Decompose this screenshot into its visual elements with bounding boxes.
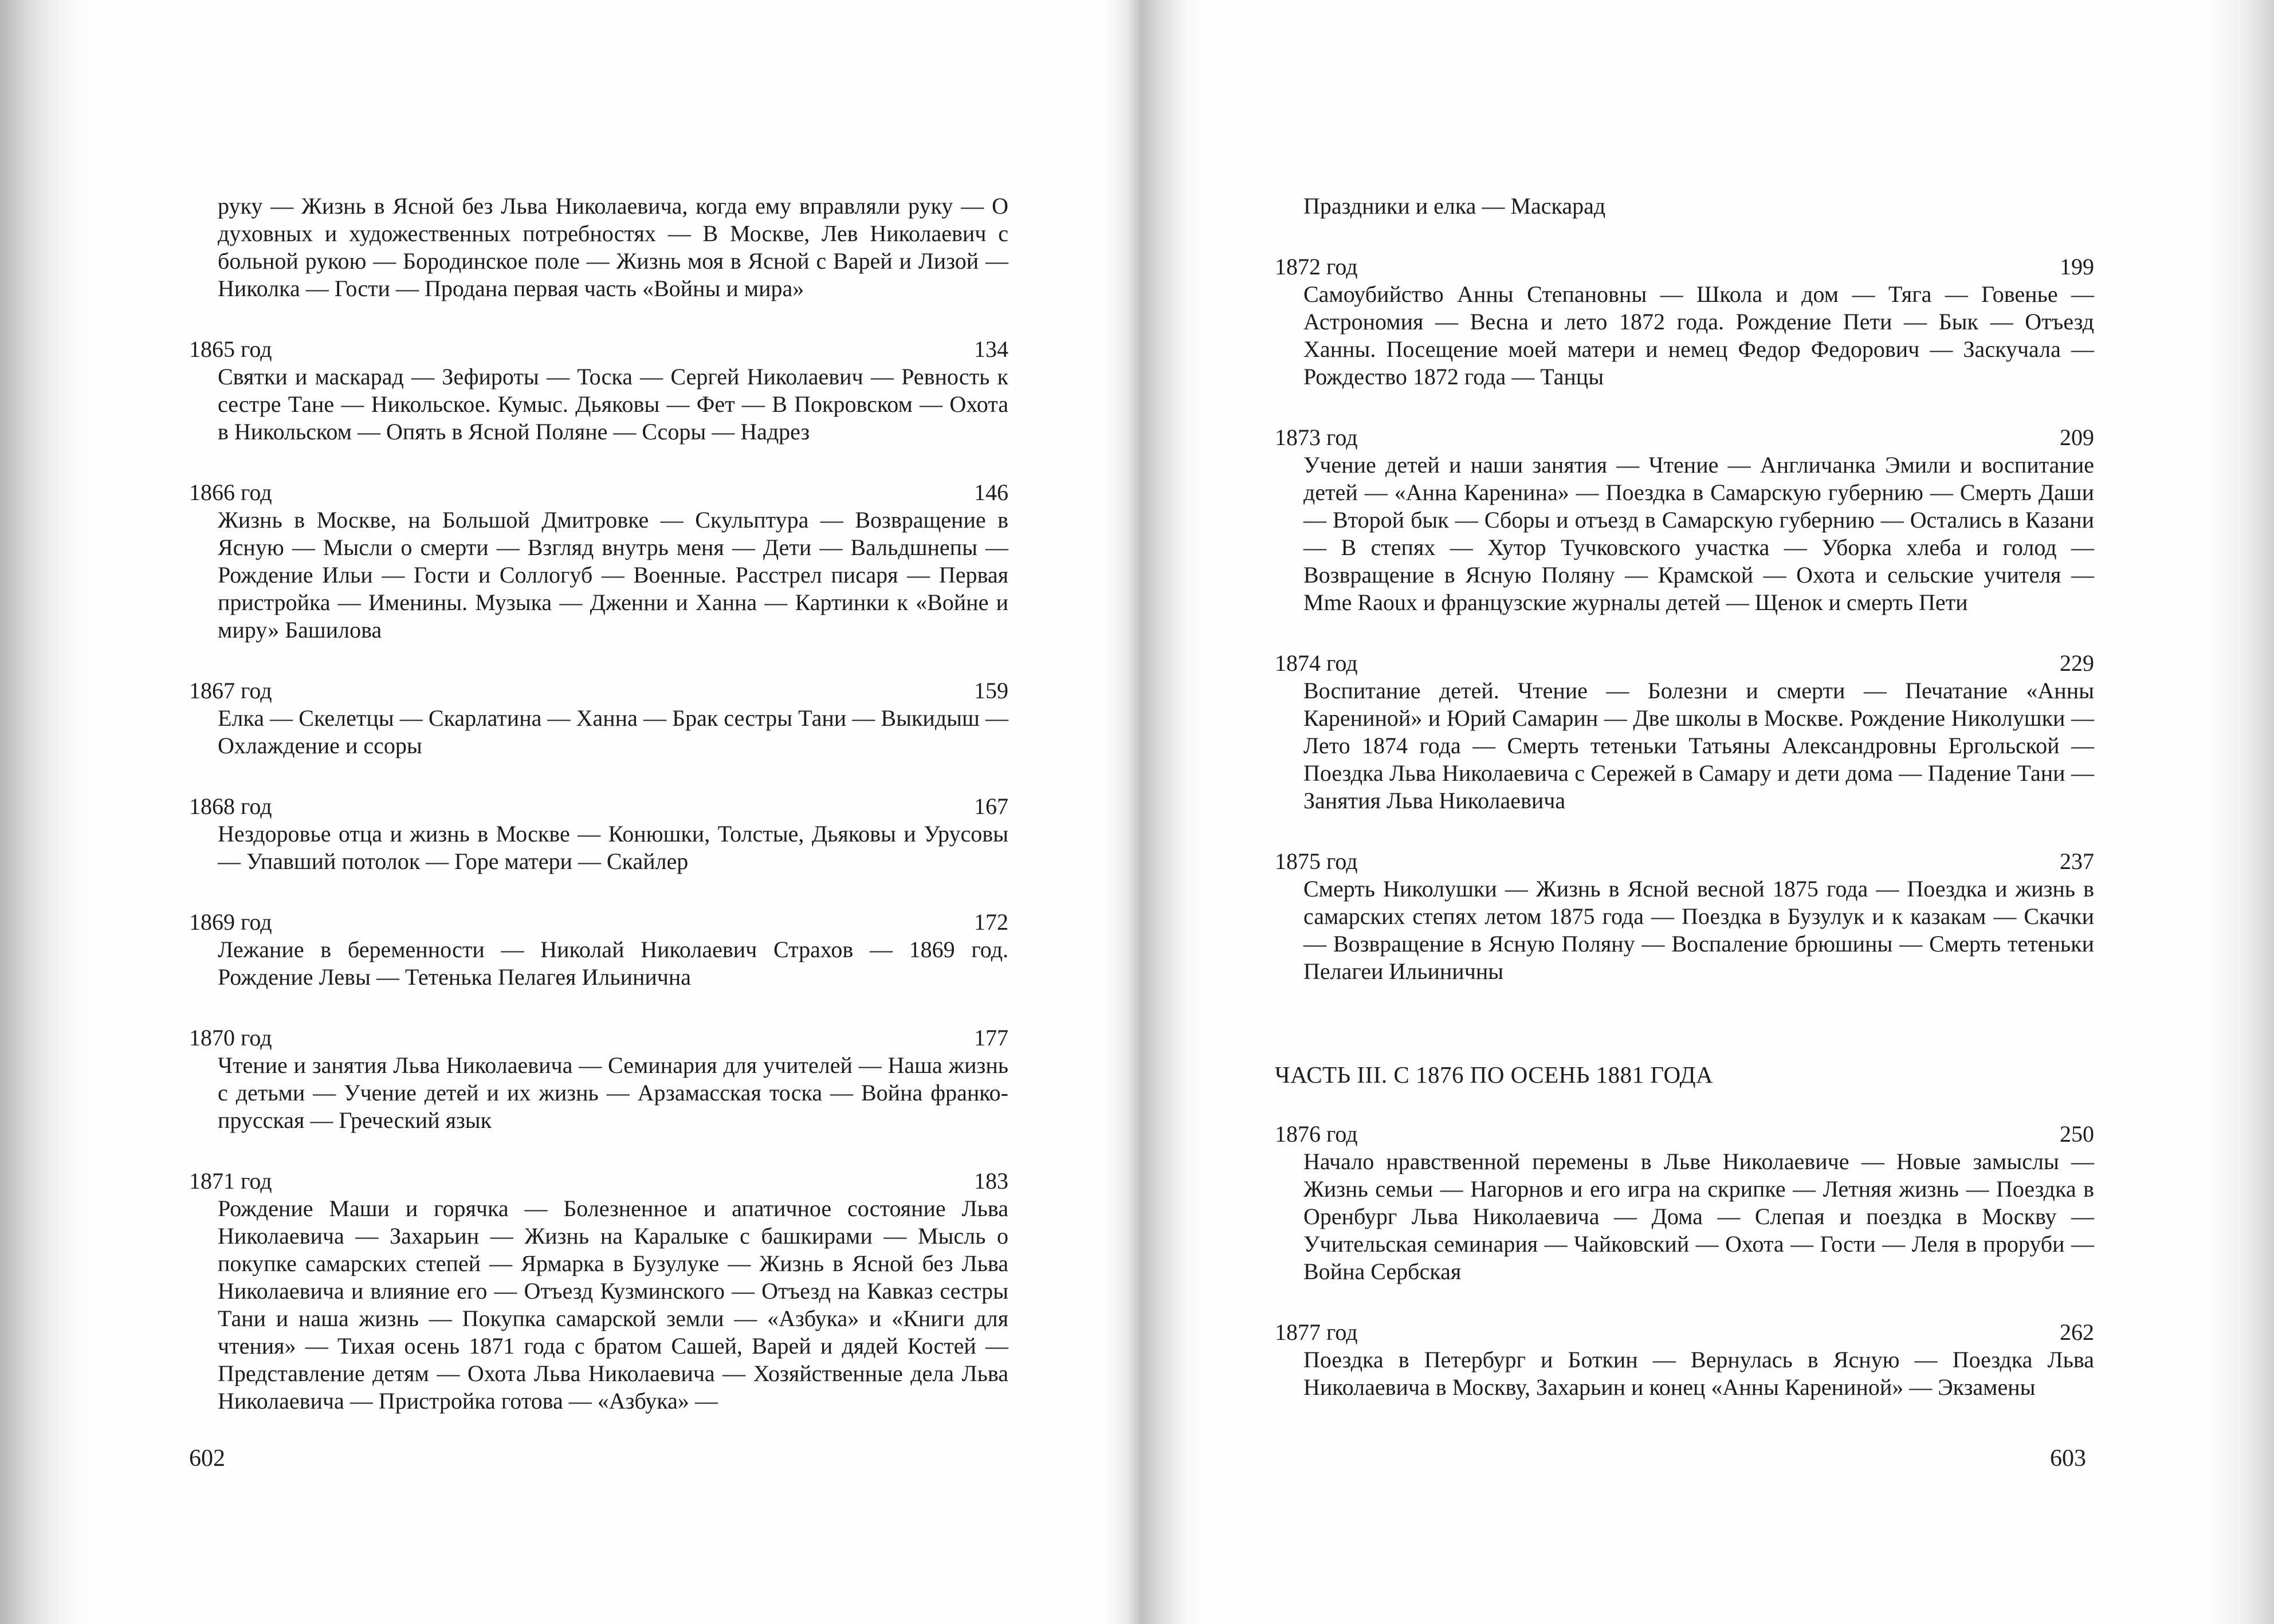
- toc-entry-text: Елка — Скелетцы — Скарлатина — Ханна — Брак сестры Тани — Выкидыш — Охлаждение и ссоры: [218, 705, 1008, 758]
- year-label: 1876 год: [1275, 1121, 1358, 1147]
- toc-entry-text: Начало нравственной перемены в Льве Николаевиче — Новые замыслы — Жизнь семьи — Нагорнов и его игра на скрипке — Летняя жизнь — Поездка в Оренбург Льва Николаевича — Дома — Слепая и поездка в Москву — Учительская семинария — Чайковский — Охота — Гости — Леля в проруби — Война Сербская: [1303, 1149, 2094, 1284]
- toc-year-row: [1275, 253, 2094, 281]
- toc-entry-text: Воспитание детей. Чтение — Болезни и смерти — Печатание «Анны Карениной» и Юрий Самарин — Две школы в Москве. Рождение Николушки — Лето 1874 года — Смерть тетеньки Татьяны Александровны Ергольской — Поездка Льва Николаевича с Сережей в Самару и дети дома — Падение Тани — Занятия Льва Николаевича: [1303, 678, 2094, 813]
- year-label: 1874 год: [1275, 650, 1358, 676]
- toc-year-row: [189, 677, 1008, 705]
- toc-entry-1871: [189, 1167, 1008, 1415]
- toc-entry-text: Нездоровье отца и жизнь в Москве — Конюшки, Толстые, Дьяковы и Урусовы — Упавший потолок — Горе матери — Скайлер: [218, 821, 1008, 874]
- page-ref: 167: [974, 793, 1008, 819]
- toc-entry-1873: [1275, 424, 2094, 616]
- toc-entry-1869: [189, 909, 1008, 991]
- page-ref: 209: [2060, 424, 2094, 450]
- toc-entry-text: Смерть Николушки — Жизнь в Ясной весной 1875 года — Поездка и жизнь в самарских степях летом 1875 года — Поездка в Бузулук и к казакам — Скачки — Возвращение в Ясную Поляну — Воспаление брюшины — Смерть тетеньки Пелагеи Ильиничны: [1303, 876, 2094, 984]
- continuation-text: Праздники и елка — Маскарад: [1303, 193, 1606, 219]
- continuation-text: руку — Жизнь в Ясной без Льва Николаевича, когда ему вправляли руку — О духовных и художественных потребностях — В Москве, Лев Николаевич с больной рукою — Бородинское поле — Жизнь моя в Ясной с Варей и Лизой — Николка — Гости — Продана первая часть «Войны и мира»: [218, 193, 1008, 301]
- toc-entry-text: Поездка в Петербург и Боткин — Вернулась в Ясную — Поездка Льва Николаевича в Москву, Захарьин и конец «Анны Карениной» — Экзамены: [1303, 1347, 2094, 1400]
- page-gutter-shadow: [1103, 0, 1209, 1624]
- part-header: ЧАСТЬ III. С 1876 ПО ОСЕНЬ 1881 ГОДА: [1275, 1061, 1714, 1088]
- page-ref: 229: [2060, 650, 2094, 676]
- page-ref: 159: [974, 678, 1008, 703]
- toc-entry-text: Святки и маскарад — Зефироты — Тоска — Сергей Николаевич — Ревность к сестре Тане — Никольское. Кумыс. Дьяковы — Фет — В Покровском — Охота в Никольском — Опять в Ясной Поляне — Ссоры — Надрез: [218, 364, 1008, 445]
- toc-entry-1870: [189, 1024, 1008, 1134]
- toc-entry-text: Самоубийство Анны Степановны — Школа и дом — Тяга — Говенье — Астрономия — Весна и лето 1872 года. Рождение Пети — Бык — Отъезд Ханны. Посещение моей матери и немец Федор Федорович — Заскучала — Рождество 1872 года — Танцы: [1303, 281, 2094, 390]
- toc-entry-1872: [1275, 253, 2094, 391]
- right-edge-shadow: [2203, 0, 2274, 1624]
- right-page: [1275, 192, 2094, 1401]
- toc-year-row: [189, 793, 1008, 820]
- year-label: 1870 год: [189, 1025, 272, 1051]
- year-label: 1875 год: [1275, 848, 1358, 874]
- toc-entry-1874: [1275, 650, 2094, 815]
- year-label: 1872 год: [1275, 254, 1358, 280]
- year-label: 1865 год: [189, 336, 272, 362]
- toc-entry-text: Жизнь в Москве, на Большой Дмитровке — Скульптура — Возвращение в Ясную — Мысли о смерти — Взгляд внутрь меня — Дети — Вальдшнепы — Рождение Ильи — Гости и Соллогуб — Военные. Расстрел писаря — Первая пристройка — Именины. Музыка — Дженни и Ханна — Картинки к «Войне и миру» Башилова: [218, 507, 1008, 643]
- toc-year-row: [189, 909, 1008, 936]
- page-ref: 250: [2060, 1121, 2094, 1147]
- toc-year-row: [1275, 650, 2094, 677]
- page-ref: 134: [974, 336, 1008, 362]
- toc-entry-text: Рождение Маши и горячка — Болезненное и апатичное состояние Льва Николаевича — Захарьин — Жизнь на Каралыке с башкирами — Мысль о покупке самарских степей — Ярмарка в Бузулуке — Жизнь в Ясной без Льва Николаевича и влияние его — Отъезд Кузминского — Отъезд на Кавказ сестры Тани и наша жизнь — Покупка самарской земли — «Азбука» и «Книги для чтения» — Тихая осень 1871 года с братом Сашей, Варей и дядей Костей — Представление детям — Охота Льва Николаевича — Хозяйственные дела Льва Николаевича — Пристройка готова — «Азбука» —: [218, 1196, 1008, 1414]
- toc-year-row: [1275, 1120, 2094, 1148]
- toc-entry-text: Учение детей и наши занятия — Чтение — Англичанка Эмили и воспитание детей — «Анна Каренина» — Поездка в Самарскую губернию — Смерть Даши — Второй бык — Сборы и отъезд в Самарскую губернию — Остались в Казани — В степях — Хутор Тучковского участка — Уборка хлеба и голод — Возвращение в Ясную Поляну — Крамской — Охота и сельские учителя — Mme Raoux и французские журналы детей — Щенок и смерть Пети: [1303, 452, 2094, 615]
- page-ref: 172: [974, 909, 1008, 935]
- page-ref: 262: [2060, 1319, 2094, 1345]
- toc-entry-1866: [189, 479, 1008, 644]
- toc-entry-text: Лежание в беременности — Николай Николаевич Страхов — 1869 год. Рождение Левы — Тетенька Пелагея Ильинична: [218, 937, 1008, 990]
- left-page: [189, 192, 1008, 1415]
- toc-year-row: [189, 1024, 1008, 1052]
- folio-right: 603: [2050, 1445, 2086, 1472]
- toc-year-row: [189, 336, 1008, 363]
- toc-entry-1876: [1275, 1120, 2094, 1285]
- page-ref: 199: [2060, 254, 2094, 280]
- toc-entry-1868: [189, 793, 1008, 875]
- year-label: 1867 год: [189, 678, 272, 703]
- year-label: 1877 год: [1275, 1319, 1358, 1345]
- page-ref: 183: [974, 1168, 1008, 1194]
- toc-year-row: [1275, 1319, 2094, 1346]
- toc-entry-1877: [1275, 1319, 2094, 1401]
- left-edge-shadow: [0, 0, 92, 1624]
- year-label: 1866 год: [189, 479, 272, 505]
- year-label: 1873 год: [1275, 424, 1358, 450]
- toc-year-row: [189, 1167, 1008, 1195]
- toc-entry-1867: [189, 677, 1008, 760]
- toc-entry-1875: [1275, 848, 2094, 985]
- year-label: 1869 год: [189, 909, 272, 935]
- year-label: 1871 год: [189, 1168, 272, 1194]
- toc-year-row: [189, 479, 1008, 506]
- toc-year-row: [1275, 424, 2094, 451]
- toc-entry-text: Чтение и занятия Льва Николаевича — Семинария для учителей — Наша жизнь с детьми — Учение детей и их жизнь — Арзамасская тоска — Война франко-прусская — Греческий язык: [218, 1052, 1008, 1133]
- toc-year-row: [1275, 848, 2094, 875]
- page-ref: 237: [2060, 848, 2094, 874]
- year-label: 1868 год: [189, 793, 272, 819]
- folio-left: 602: [189, 1445, 225, 1472]
- page-ref: 177: [974, 1025, 1008, 1051]
- page-ref: 146: [974, 479, 1008, 505]
- toc-entry-1865: [189, 336, 1008, 446]
